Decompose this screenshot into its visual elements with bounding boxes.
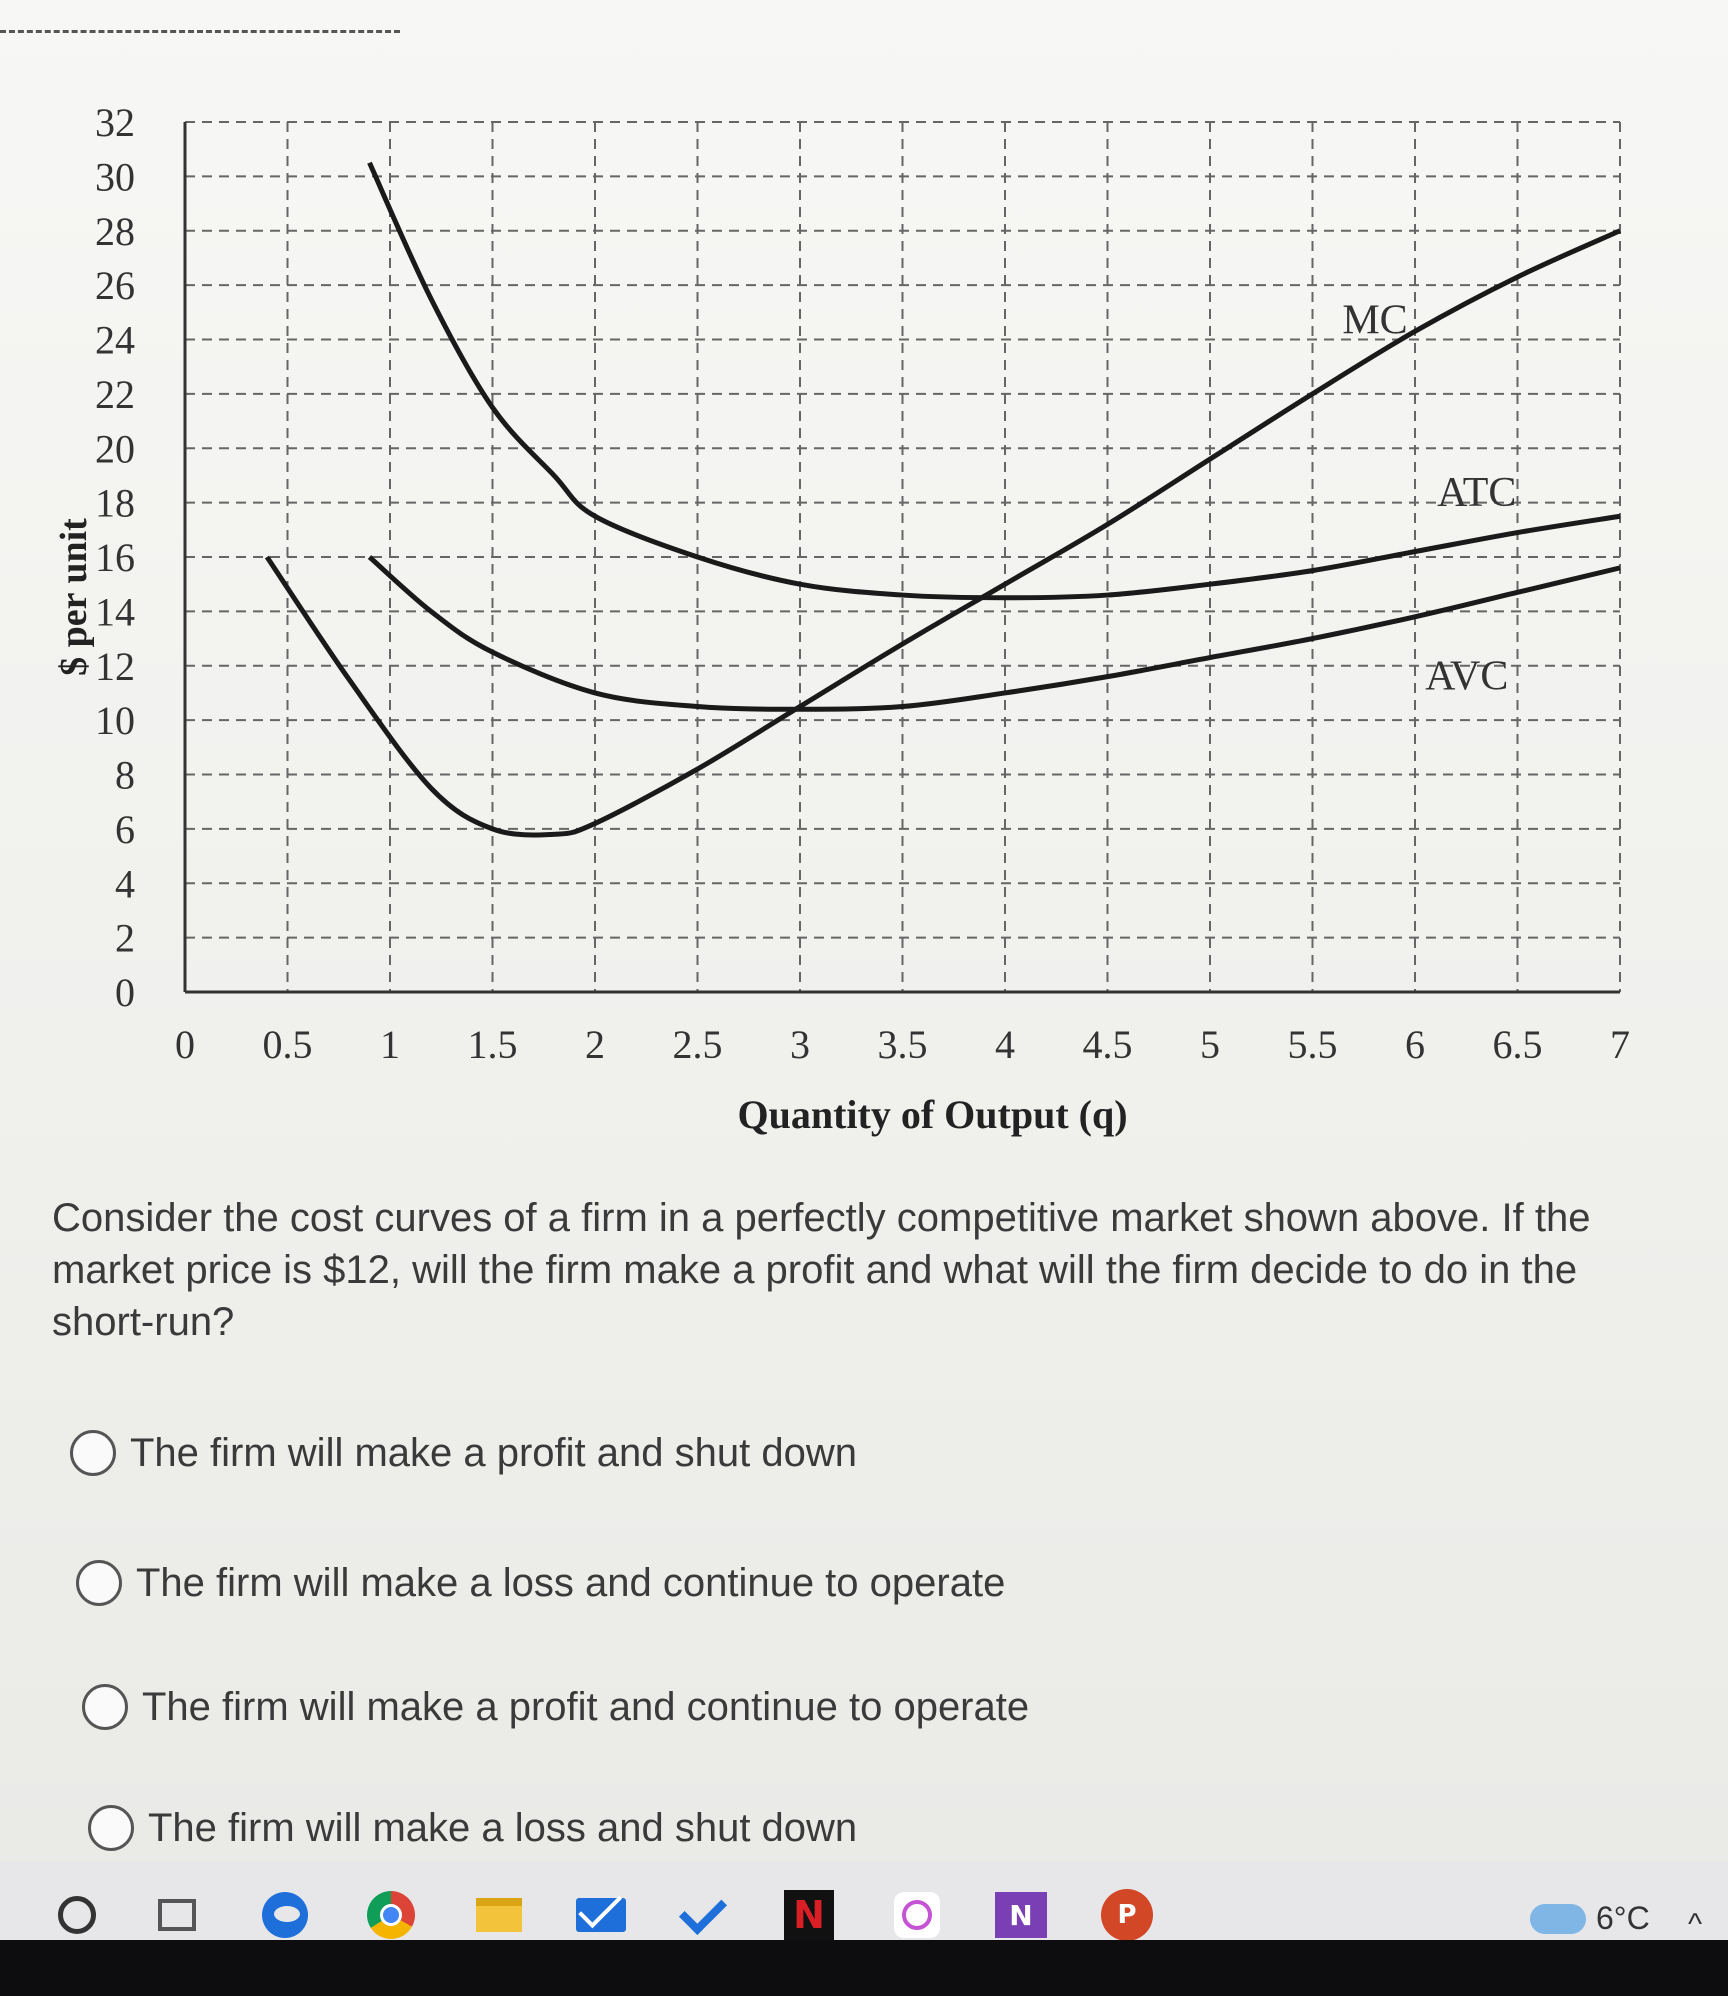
netflix-letter: N [784,1890,834,1940]
section-divider [0,30,400,33]
answer-label: The firm will make a loss and shut down [148,1805,858,1850]
curve-atc [370,163,1621,598]
weather-widget[interactable] [1530,1900,1650,1937]
answer-label: The firm will make a profit and shut down [130,1430,857,1475]
question-text: Consider the cost curves of a firm in a perfectly competitive market shown above. If the market price is $12, will the firm make a profit and what will the firm decide to do in the short-run? [52,1196,1591,1344]
cloud-icon [1530,1904,1586,1934]
y-tick-label: 14 [95,589,135,635]
chrome-icon[interactable] [360,1884,422,1946]
chevron-up-icon[interactable]: ^ [1688,1908,1703,1941]
y-tick-label: 2 [115,915,135,961]
x-axis-label: Quantity of Output (q) [737,1092,1128,1137]
x-tick-label: 3.5 [877,1022,928,1067]
netflix-icon[interactable] [778,1884,840,1946]
x-tick-label: 3 [790,1022,810,1067]
y-tick-label: 22 [95,371,135,417]
series-label-avc: AVC [1425,653,1509,700]
y-axis-label: $ per unit [53,518,95,676]
series-label-mc: MC [1342,297,1408,344]
chart-svg [0,60,1700,1150]
powerpoint-letter: P [1101,1889,1153,1941]
y-tick-label: 0 [115,970,135,1015]
y-tick-label: 24 [95,317,135,363]
curve-mc [267,231,1620,835]
x-tick-label: 6.5 [1492,1022,1543,1067]
radio-button[interactable] [82,1684,128,1730]
mail-icon[interactable] [570,1884,632,1946]
radio-button[interactable] [76,1560,122,1606]
powerpoint-icon[interactable] [1096,1884,1158,1946]
answer-option-4[interactable] [88,1805,857,1851]
x-tick-label: 2 [585,1022,605,1067]
radio-button[interactable] [70,1430,116,1476]
cost-curves-chart [0,60,1700,1155]
onenote-icon[interactable] [990,1884,1052,1946]
y-tick-label: 18 [95,480,135,526]
y-tick-label: 10 [95,698,135,744]
series-label-atc: ATC [1437,470,1517,517]
y-tick-label: 32 [95,100,135,145]
y-tick-label: 20 [95,426,135,472]
x-tick-label: 0.5 [262,1022,313,1067]
x-tick-label: 6 [1405,1022,1425,1067]
x-tick-label: 1.5 [467,1022,518,1067]
x-tick-label: 4.5 [1082,1022,1133,1067]
temperature-label: 6°C [1596,1900,1650,1936]
answer-label: The firm will make a loss and continue to operate [136,1560,1006,1605]
answer-label: The firm will make a profit and continue to operate [142,1684,1030,1729]
taskbar-edge [0,1940,1728,1996]
x-tick-label: 2.5 [672,1022,723,1067]
task-view-icon[interactable] [146,1884,208,1946]
answer-option-3[interactable] [82,1684,1029,1730]
onenote-letter: N [995,1892,1047,1938]
y-tick-label: 6 [115,806,135,852]
itunes-icon[interactable] [886,1884,948,1946]
y-tick-label: 26 [95,263,135,309]
x-tick-label: 7 [1610,1022,1630,1067]
edge-icon[interactable] [254,1884,316,1946]
x-tick-label: 1 [380,1022,400,1067]
x-tick-label: 4 [995,1022,1015,1067]
y-tick-label: 30 [95,154,135,200]
x-tick-label: 5 [1200,1022,1220,1067]
y-tick-label: 8 [115,752,135,798]
file-explorer-icon[interactable] [468,1884,530,1946]
x-tick-label: 0 [175,1022,195,1067]
x-tick-label: 5.5 [1287,1022,1338,1067]
y-tick-label: 16 [95,535,135,580]
answer-option-1[interactable] [70,1430,857,1476]
y-tick-label: 12 [95,643,135,689]
todo-icon[interactable] [672,1884,734,1946]
answer-option-2[interactable] [76,1560,1005,1606]
y-tick-label: 28 [95,208,135,254]
y-tick-label: 4 [115,861,135,907]
radio-button[interactable] [88,1805,134,1851]
cortana-icon[interactable] [46,1884,108,1946]
